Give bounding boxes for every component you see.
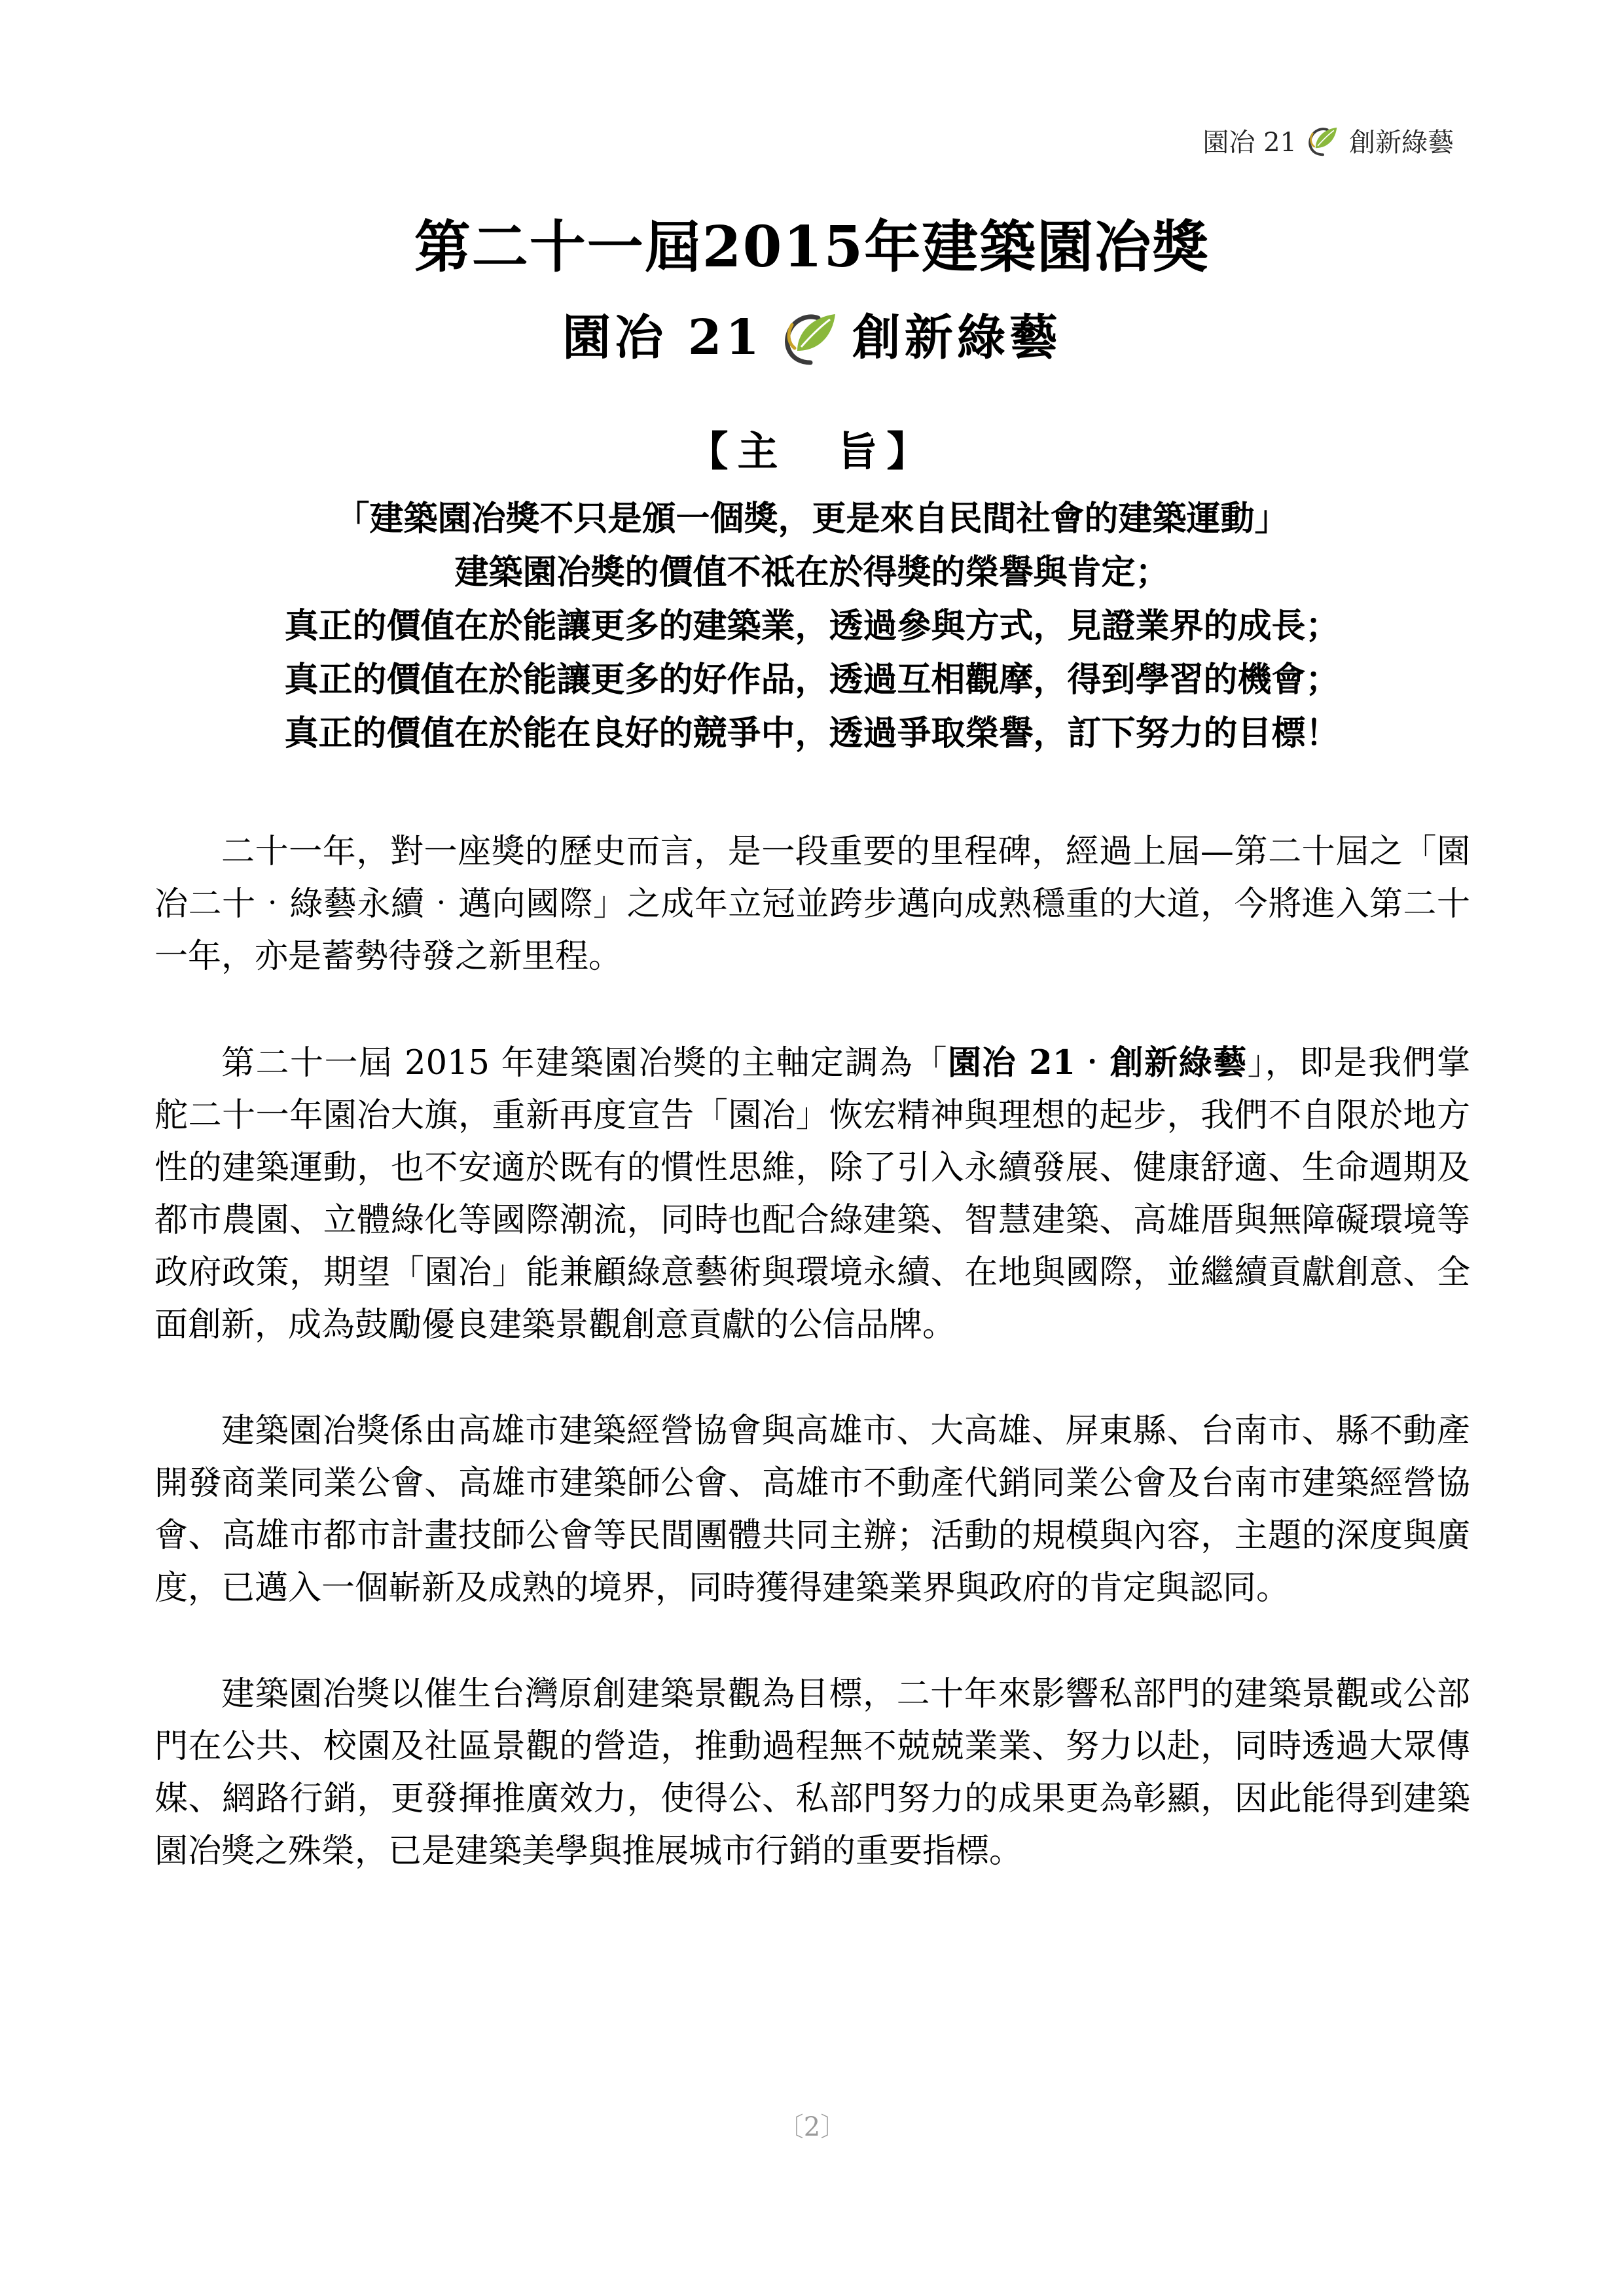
leaf-swirl-icon	[778, 305, 843, 370]
subtitle-text-right: 創新綠藝	[852, 310, 1062, 366]
motto-line: 建築園冶獎的價值不祗在於得獎的榮譽與肯定；	[454, 552, 1170, 592]
paragraph-1: 二十一年，對一座獎的歷史而言，是一段重要的里程碑，經過上屆—第二十屆之「園冶二十‧綠藝永續‧邁向國際」之成年立冠並跨步邁向成熟穩重的大道，今將進入第二十一年，亦是蓄勢待發之新里程。	[154, 833, 1470, 976]
title-block	[0, 208, 1624, 377]
motto-line: 真正的價值在於能讓更多的建築業，透過參與方式，見證業界的成長；	[284, 606, 1340, 646]
paragraph-3: 建築園冶獎係由高雄市建築經營協會與高雄市、大高雄、屏東縣、台南市、縣不動產開發商業同業公會、高雄市建築師公會、高雄市不動產代銷同業公會及台南市建築經營協會、高雄市都市計畫技師公會等民間團體共同主辦；活動的規模與內容，主題的深度與廣度，已邁入一個嶄新及成熟的境界，同時獲得建築業界與政府的肯定與認同。	[154, 1412, 1470, 1607]
body-text	[154, 826, 1470, 1931]
motto-block	[151, 492, 1473, 761]
header-text-left: 園冶 21	[1202, 128, 1297, 158]
motto-line: 真正的價值在於能讓更多的好作品，透過互相觀摩，得到學習的機會；	[284, 660, 1340, 700]
paragraph-4: 建築園冶獎以催生台灣原創建築景觀為目標，二十年來影響私部門的建築景觀或公部門在公共、校園及社區景觀的營造，推動過程無不兢兢業業、努力以赴，同時透過大眾傳媒、網路行銷，更發揮推廣效力，使得公、私部門努力的成果更為彰顯，因此能得到建築園冶獎之殊榮，已是建築美學與推展城市行銷的重要指標。	[154, 1675, 1470, 1871]
paragraph-2-text: 」，即是我們掌舵二十一年園冶大旗，重新再度宣告「園冶」恢宏精神與理想的起步，我們不自限於地方性的建築運動，也不安適於既有的慣性思維，除了引入永續發展、健康舒適、生命週期及都市農園、立體綠化等國際潮流，同時也配合綠建築、智慧建築、高雄厝與無障礙環境等政府政策，期望「園冶」能兼顧綠意藝術與環境永續、在地與國際，並繼續貢獻創意、全面創新，成為鼓勵優良建築景觀創意貢獻的公信品牌。	[154, 1044, 1470, 1344]
header-text-right: 創新綠藝	[1349, 128, 1454, 158]
motto-line: 真正的價值在於能在良好的競爭中，透過爭取榮譽，訂下努力的目標！	[284, 713, 1340, 753]
paragraph-2-theme: 園冶 21‧創新綠藝	[947, 1043, 1248, 1083]
page-subtitle	[0, 298, 1624, 377]
section-heading: 【主 旨】	[687, 427, 937, 475]
paragraph-2-text: 第二十一屆 2015 年建築園冶獎的主軸定調為「	[221, 1044, 948, 1083]
subtitle-text-left: 園冶 21	[562, 310, 763, 366]
leaf-swirl-icon	[1305, 122, 1341, 159]
page-header	[1202, 122, 1454, 159]
page-title: 第二十一屆2015年建築園冶獎	[414, 214, 1210, 280]
motto-line: 「建築園冶獎不只是頒一個獎，更是來自民間社會的建築運動」	[335, 499, 1289, 539]
paragraph-2	[154, 1037, 1470, 1352]
page-number: 〔2〕	[777, 2112, 847, 2142]
